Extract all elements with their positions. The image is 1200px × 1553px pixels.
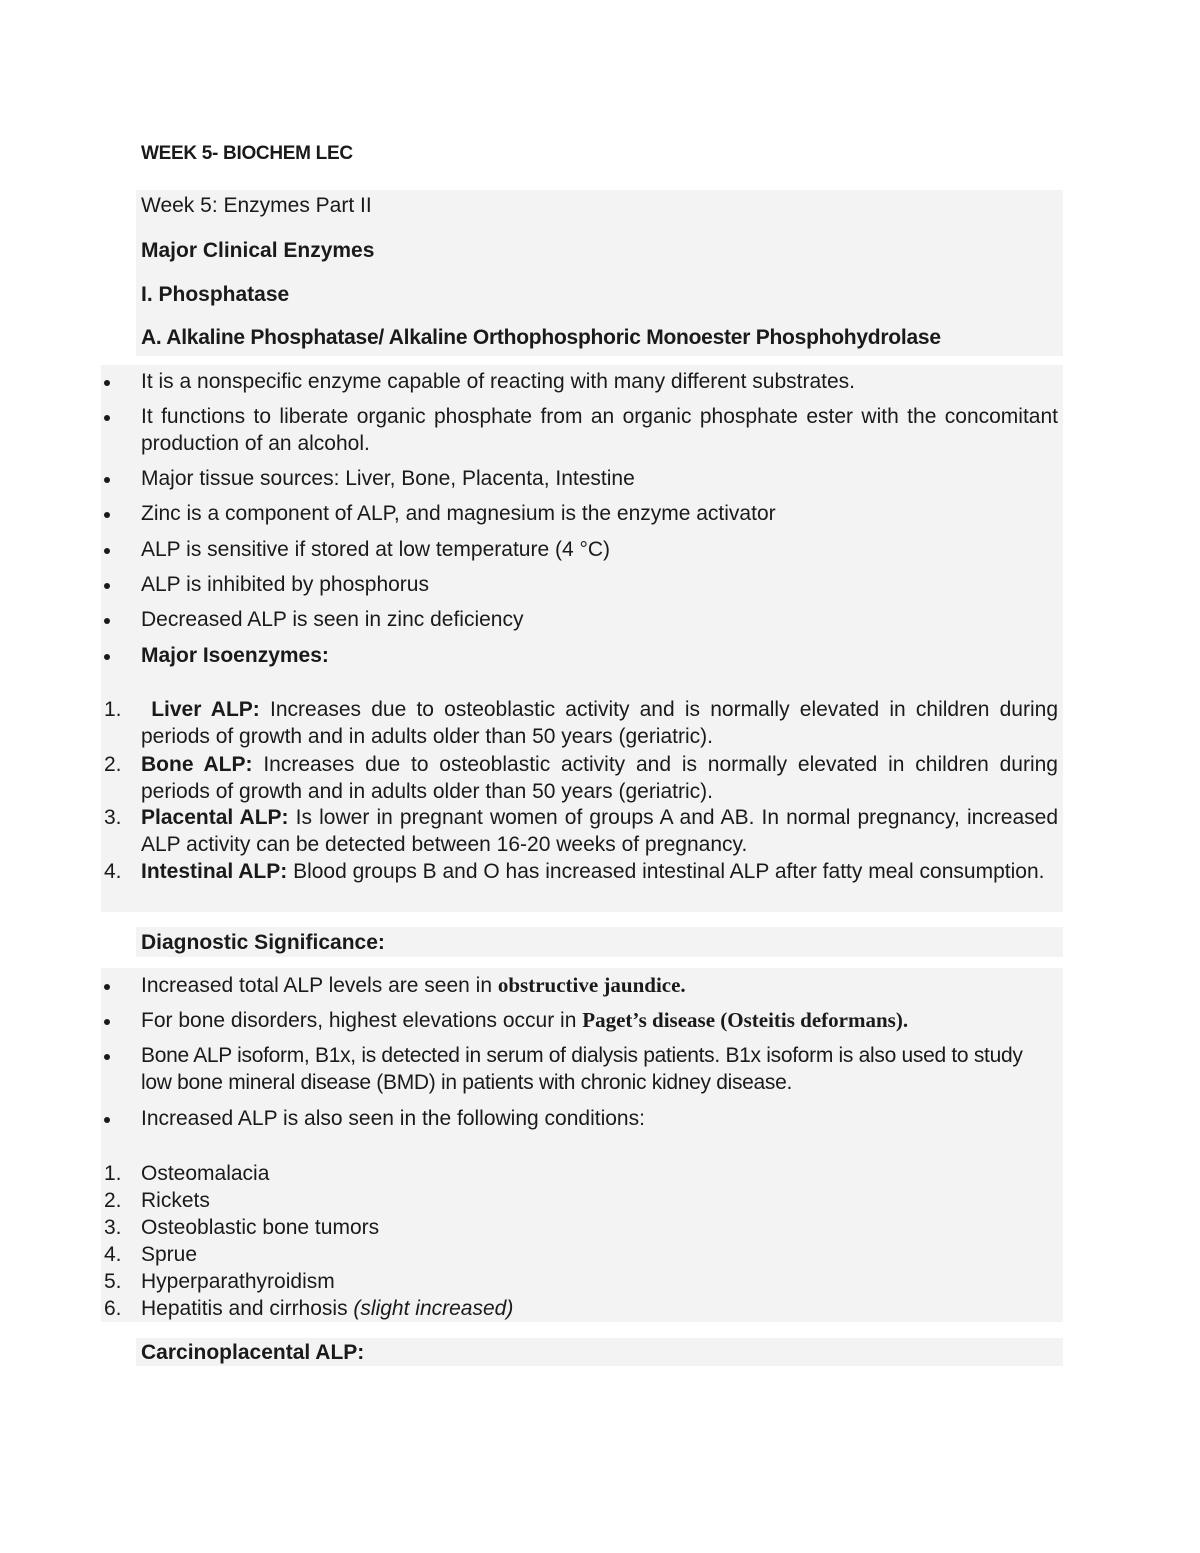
document-title: WEEK 5- BIOCHEM LEC: [141, 143, 353, 164]
subsection-heading: I. Phosphatase: [141, 283, 290, 306]
bullet-icon: [104, 1054, 110, 1060]
enzyme-heading: A. Alkaline Phosphatase/ Alkaline Orthophosphoric Monoester Phosphohydrolase: [141, 326, 941, 349]
bullet-icon: [104, 380, 110, 386]
bullet-icon: [104, 415, 110, 421]
bullet-icon: [104, 548, 110, 554]
week-subtitle: Week 5: Enzymes Part II: [141, 194, 372, 217]
bullet-icon: [104, 984, 110, 990]
bullet-icon: [104, 654, 110, 660]
bullet-icon: [104, 512, 110, 518]
diagnostic-heading: Diagnostic Significance:: [141, 931, 385, 954]
section-heading: Major Clinical Enzymes: [141, 239, 375, 262]
bullet-icon: [104, 583, 110, 589]
carcinoplacental-heading: Carcinoplacental ALP:: [141, 1341, 365, 1364]
bullet-icon: [104, 1019, 110, 1025]
bullet-icon: [104, 477, 110, 483]
bullet-icon: [104, 618, 110, 624]
bullet-icon: [104, 1117, 110, 1123]
